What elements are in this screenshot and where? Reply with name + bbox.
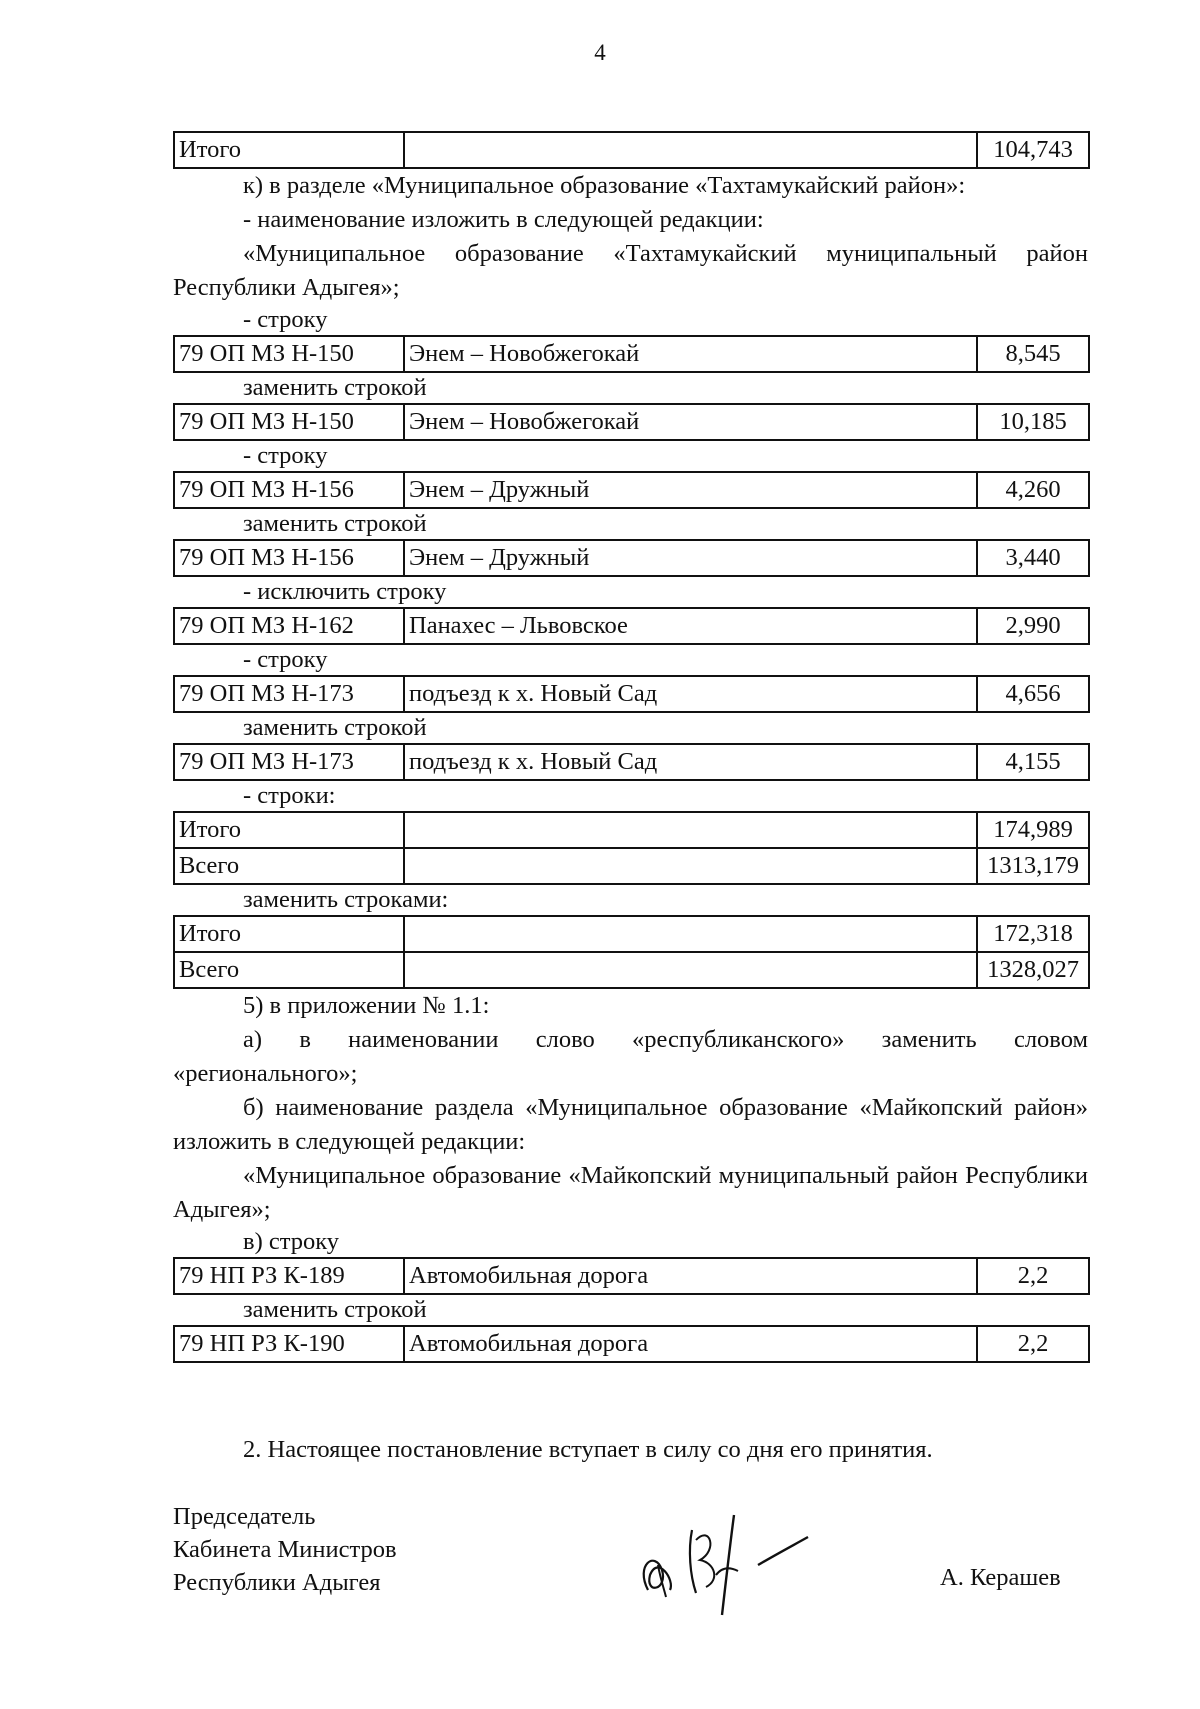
section-5-item-b: б) наименование раздела «Муниципальное образование «Майкопский район» изложить в следующей редакции: <box>173 1094 1088 1155</box>
table-row <box>174 916 1089 952</box>
road-length-cell: 2,2 <box>977 1258 1089 1294</box>
road-length-cell: 10,185 <box>977 404 1089 440</box>
total-label-cell: Итого <box>174 132 404 168</box>
section-k-new-name: «Муниципальное образование «Тахтамукайский муниципальный район Республики Адыгея»; <box>173 240 1088 301</box>
road-code-cell: 79 ОП МЗ Н-150 <box>174 336 404 372</box>
road-name-cell: Энем – Дружный <box>404 540 977 576</box>
grand-total-label-cell: Всего <box>174 952 404 988</box>
table-row <box>174 676 1089 712</box>
empty-cell <box>404 848 977 884</box>
label-zamenit-strokoi: заменить строкой <box>243 374 427 401</box>
grand-total-value-cell: 1328,027 <box>977 952 1089 988</box>
table-row <box>174 608 1089 644</box>
row-table-8 <box>173 1257 1090 1295</box>
label-zamenit-strokami: заменить строками: <box>243 886 449 913</box>
row-table-9 <box>173 1325 1090 1363</box>
closing-clause: 2. Настоящее постановление вступает в силу со дня его принятия. <box>243 1436 933 1463</box>
table-row <box>174 336 1089 372</box>
road-code-cell: 79 НП РЗ К-189 <box>174 1258 404 1294</box>
road-length-cell: 2,2 <box>977 1326 1089 1362</box>
label-stroku: - строку <box>243 306 328 333</box>
table-row <box>174 812 1089 848</box>
road-name-cell: Энем – Новобжегокай <box>404 336 977 372</box>
signer-title-line: Председатель <box>173 1503 316 1530</box>
total-label-cell: Итого <box>174 916 404 952</box>
road-length-cell: 4,260 <box>977 472 1089 508</box>
signer-title-line: Кабинета Министров <box>173 1536 397 1563</box>
document-body <box>173 131 1088 1363</box>
row-table-1 <box>173 335 1090 373</box>
label-stroku: - строку <box>243 646 328 673</box>
road-name-cell: Автомобильная дорога <box>404 1326 977 1362</box>
table-row <box>174 472 1089 508</box>
table-row <box>174 1258 1089 1294</box>
label-stroku: - строку <box>243 442 328 469</box>
road-name-cell: подъезд к х. Новый Сад <box>404 744 977 780</box>
road-code-cell: 79 ОП МЗ Н-156 <box>174 540 404 576</box>
grand-total-label-cell: Всего <box>174 848 404 884</box>
empty-cell <box>404 812 977 848</box>
row-table-6 <box>173 675 1090 713</box>
section-5-item-b-new-name: «Муниципальное образование «Майкопский муниципальный район Республики Адыгея»; <box>173 1162 1088 1223</box>
totals-old-table <box>173 811 1090 885</box>
table-row <box>174 540 1089 576</box>
road-length-cell: 2,990 <box>977 608 1089 644</box>
grand-total-value-cell: 1313,179 <box>977 848 1089 884</box>
label-zamenit-strokoi: заменить строкой <box>243 1296 427 1323</box>
table-row <box>174 848 1089 884</box>
road-length-cell: 3,440 <box>977 540 1089 576</box>
road-name-cell: Автомобильная дорога <box>404 1258 977 1294</box>
row-table-2 <box>173 403 1090 441</box>
road-code-cell: 79 ОП МЗ Н-173 <box>174 744 404 780</box>
road-name-cell: Энем – Новобжегокай <box>404 404 977 440</box>
road-name-cell: Энем – Дружный <box>404 472 977 508</box>
total-label-cell: Итого <box>174 812 404 848</box>
road-name-cell: подъезд к х. Новый Сад <box>404 676 977 712</box>
row-table-3 <box>173 471 1090 509</box>
row-table-7 <box>173 743 1090 781</box>
section-k-instruction: - наименование изложить в следующей редакции: <box>243 206 764 233</box>
road-length-cell: 4,656 <box>977 676 1089 712</box>
table-row <box>174 132 1089 168</box>
road-code-cell: 79 ОП МЗ Н-173 <box>174 676 404 712</box>
empty-cell <box>404 132 977 168</box>
label-stroki: - строки: <box>243 782 336 809</box>
signer-title-block <box>173 1500 397 1599</box>
signer-name: А. Керашев <box>940 1564 1061 1591</box>
table-row <box>174 404 1089 440</box>
section-5-heading: 5) в приложении № 1.1: <box>243 992 490 1019</box>
label-isklyuchit-stroku: - исключить строку <box>243 578 447 605</box>
totals-new-table <box>173 915 1090 989</box>
label-zamenit-strokoi: заменить строкой <box>243 510 427 537</box>
section-5-item-a: а) в наименовании слово «республиканского» заменить словом «регионального»; <box>173 1026 1088 1087</box>
handwritten-signature <box>630 1495 830 1625</box>
section-k-heading: к) в разделе «Муниципальное образование «Тахтамукайский район»: <box>243 172 966 199</box>
table-row <box>174 1326 1089 1362</box>
total-value-cell: 104,743 <box>977 132 1089 168</box>
signer-title-line: Республики Адыгея <box>173 1569 381 1596</box>
road-length-cell: 4,155 <box>977 744 1089 780</box>
label-v-stroku: в) строку <box>243 1228 340 1255</box>
road-name-cell: Панахес – Львовское <box>404 608 977 644</box>
road-code-cell: 79 ОП МЗ Н-150 <box>174 404 404 440</box>
label-zamenit-strokoi: заменить строкой <box>243 714 427 741</box>
total-value-cell: 172,318 <box>977 916 1089 952</box>
road-code-cell: 79 ОП МЗ Н-156 <box>174 472 404 508</box>
table-row <box>174 744 1089 780</box>
page-number: 4 <box>594 40 606 65</box>
empty-cell <box>404 952 977 988</box>
road-code-cell: 79 НП РЗ К-190 <box>174 1326 404 1362</box>
road-code-cell: 79 ОП МЗ Н-162 <box>174 608 404 644</box>
empty-cell <box>404 916 977 952</box>
row-table-4 <box>173 539 1090 577</box>
total-value-cell: 174,989 <box>977 812 1089 848</box>
top-total-table <box>173 131 1090 169</box>
table-row <box>174 952 1089 988</box>
row-table-5 <box>173 607 1090 645</box>
road-length-cell: 8,545 <box>977 336 1089 372</box>
